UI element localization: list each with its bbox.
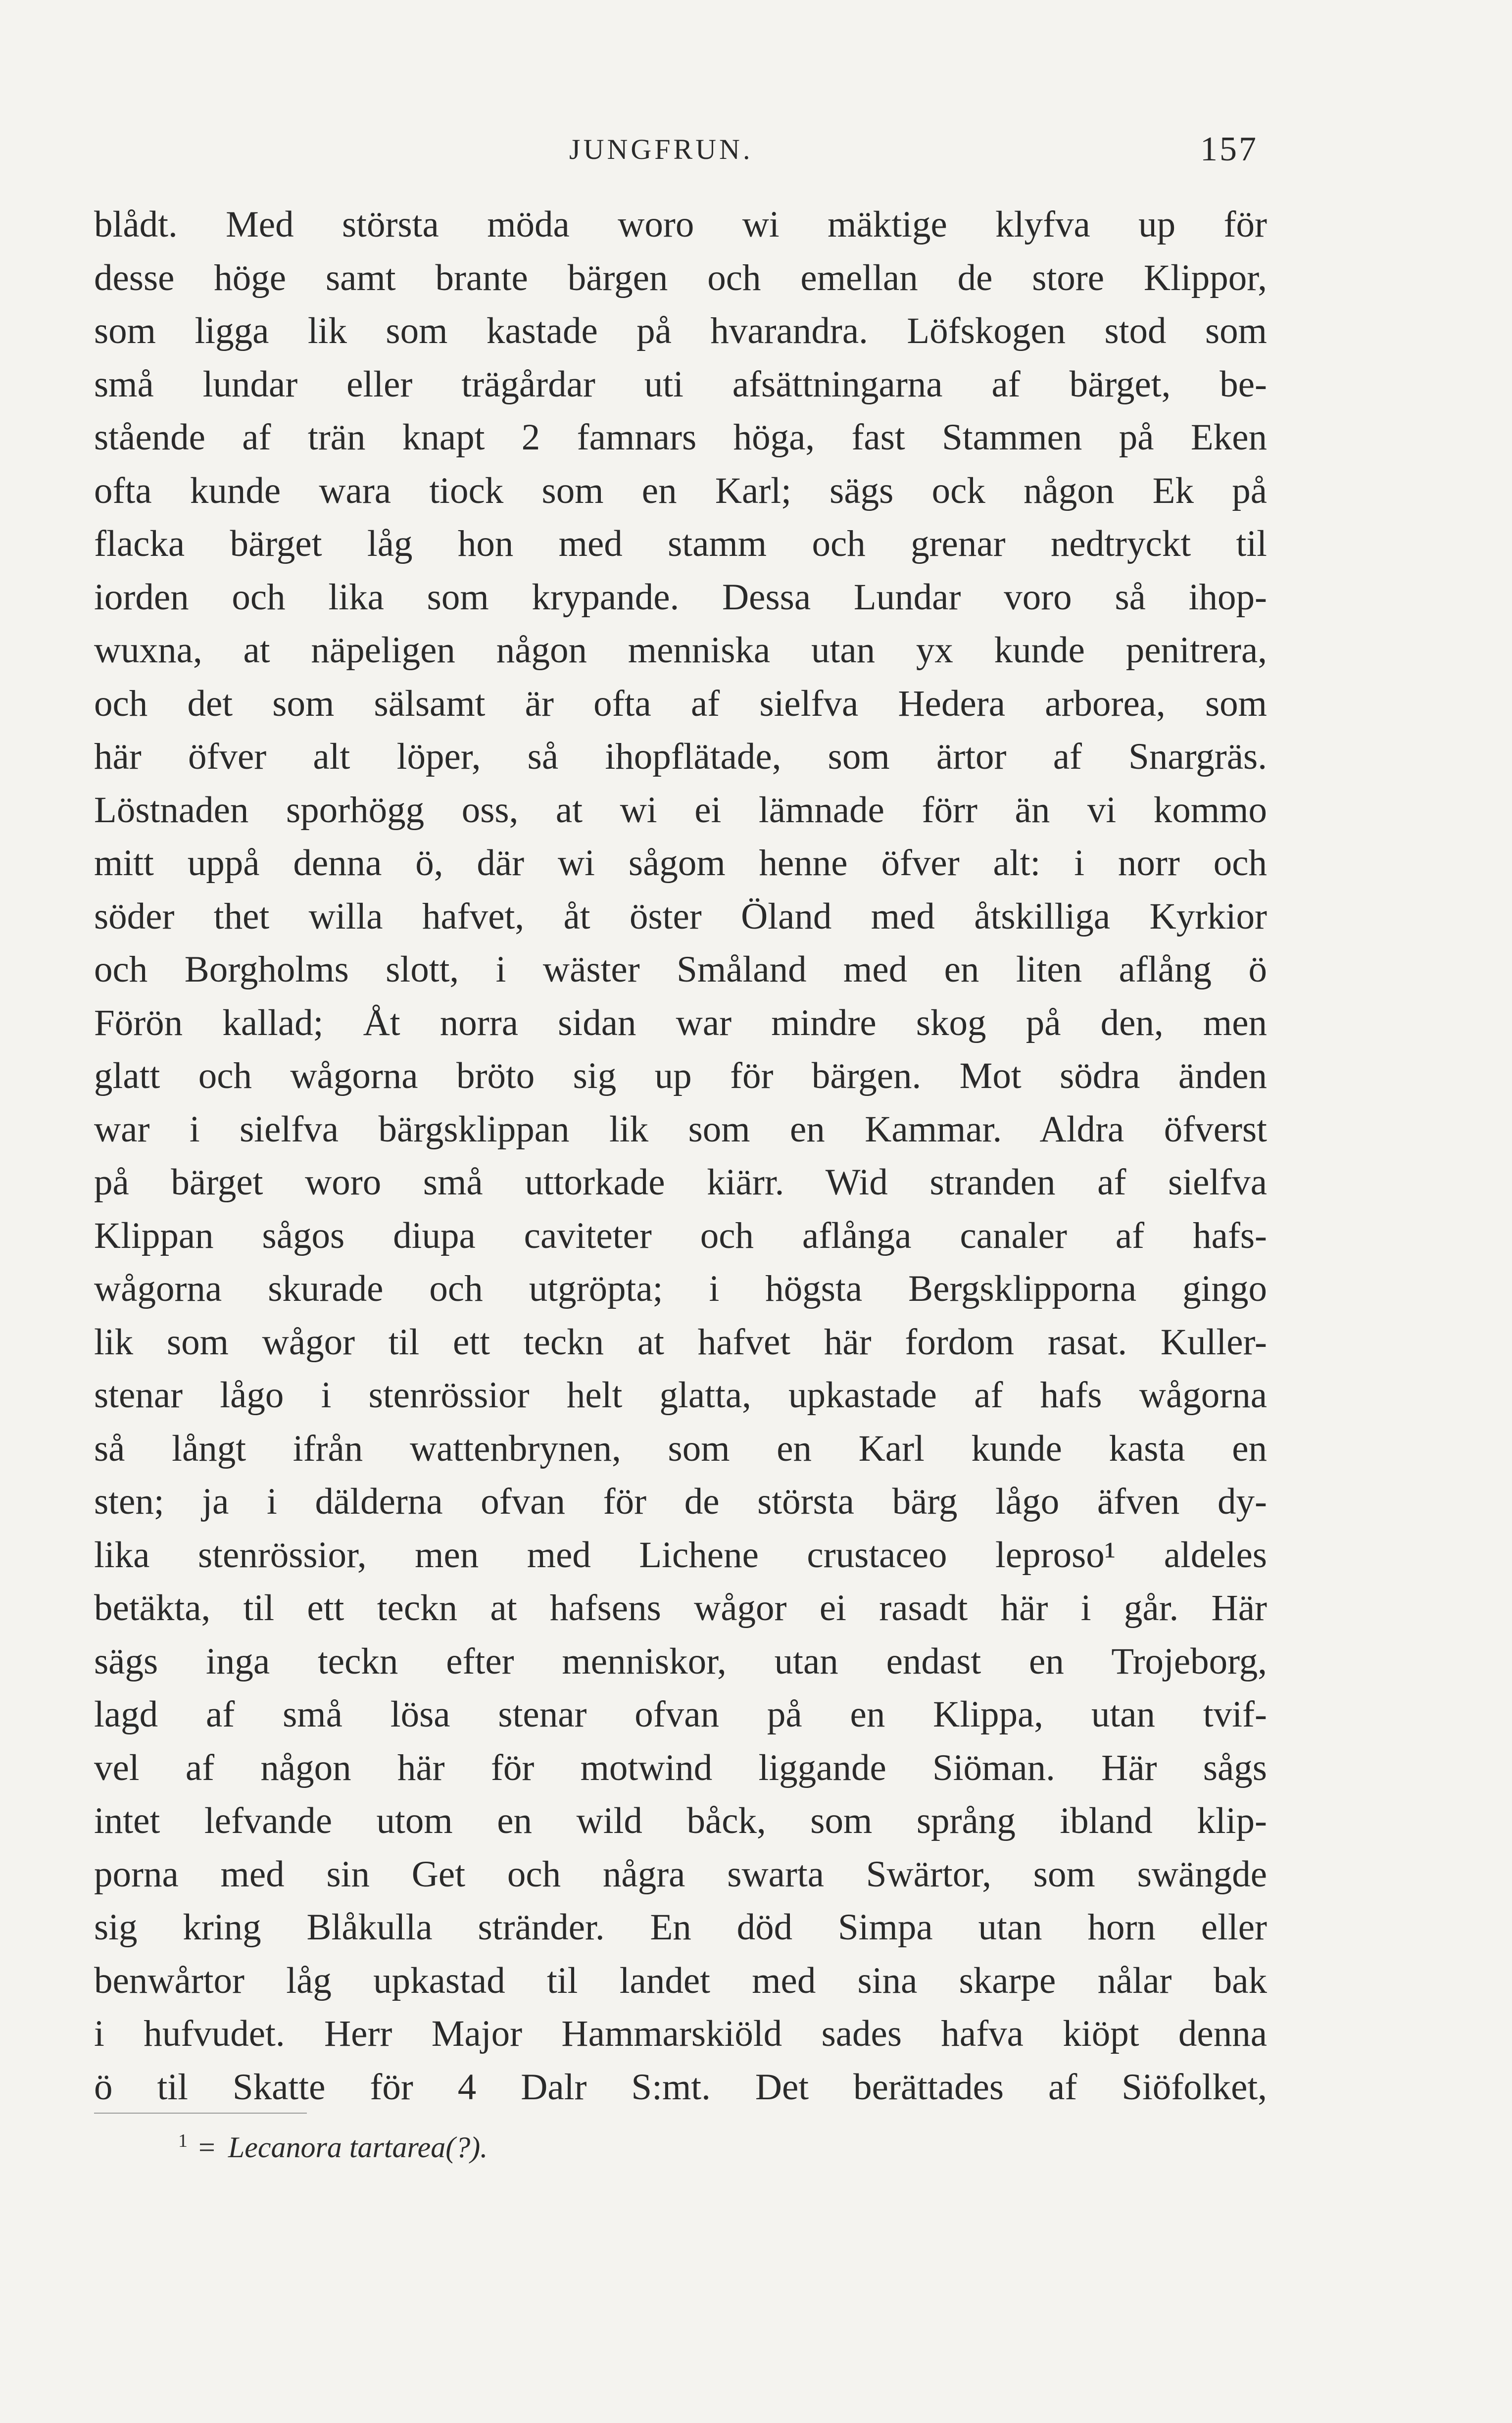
text-line: så långt ifrån wattenbrynen, som en Karl kunde kasta en: [94, 1428, 1267, 1469]
text-line: ofta kunde wara tiock som en Karl; sägs ock någon Ek på: [94, 470, 1267, 511]
text-line: mitt uppå denna ö, där wi sågom henne öfver alt: i norr och: [94, 842, 1267, 884]
text-line: desse höge samt brante bärgen och emellan de store Klippor,: [94, 257, 1267, 298]
text-line: stenar lågo i stenrössior helt glatta, upkastade af hafs wågorna: [94, 1375, 1267, 1416]
text-line: på bärget woro små uttorkade kiärr. Wid stranden af sielfva: [94, 1162, 1267, 1203]
footnote-divider: [94, 2113, 307, 2114]
text-line: blådt. Med största möda woro wi mäktige klyfva up för: [94, 204, 1267, 245]
text-line: betäkta, til ett teckn at hafsens wågor ei rasadt här i går. Här: [94, 1587, 1267, 1629]
text-line: lika stenrössior, men med Lichene crustaceo leproso¹ aldeles: [94, 1534, 1267, 1576]
text-line: som ligga lik som kastade på hvarandra. Löfskogen stod som: [94, 310, 1267, 351]
text-line: små lundar eller trägårdar uti afsättningarna af bärget, be-: [94, 363, 1267, 405]
text-line: benwårtor låg upkastad til landet med sina skarpe nålar bak: [94, 1960, 1267, 2001]
text-line: här öfver alt löper, så ihopflätade, som ärtor af Snargräs.: [94, 736, 1267, 777]
text-line: iorden och lika som krypande. Dessa Lundar voro så ihop-: [94, 576, 1267, 618]
footnote: [178, 2121, 488, 2167]
footnote-text: Lecanora tartarea(?).: [228, 2131, 488, 2164]
text-line: ö til Skatte för 4 Dalr S:mt. Det berättades af Siöfolket,: [94, 2066, 1267, 2108]
text-line: Klippan sågos diupa caviteter och aflånga canaler af hafs-: [94, 1215, 1267, 1256]
footnote-equals: =: [198, 2131, 215, 2164]
text-line: sten; ja i dälderna ofvan för de största bärg lågo äfven dy-: [94, 1481, 1267, 1522]
text-line: flacka bärget låg hon med stamm och grenar nedtryckt til: [94, 523, 1267, 564]
text-line: och det som sälsamt är ofta af sielfva Hedera arborea, som: [94, 683, 1267, 724]
text-line: Förön kallad; Åt norra sidan war mindre skog på den, men: [94, 1002, 1267, 1043]
footnote-marker: 1: [178, 2130, 188, 2151]
text-line: stående af trän knapt 2 famnars höga, fast Stammen på Eken: [94, 417, 1267, 458]
page-number: 157: [1200, 130, 1258, 168]
text-line: lagd af små lösa stenar ofvan på en Klippa, utan tvif-: [94, 1694, 1267, 1735]
text-line: glatt och wågorna bröto sig up för bärgen. Mot södra änden: [94, 1055, 1267, 1096]
text-line: i hufvudet. Herr Major Hammarskiöld sades hafva kiöpt denna: [94, 2013, 1267, 2054]
text-line: lik som wågor til ett teckn at hafvet här fordom rasat. Kuller-: [94, 1321, 1267, 1363]
text-line: intet lefvande utom en wild båck, som språng ibland klip-: [94, 1800, 1267, 1841]
text-line: war i sielfva bärgsklippan lik som en Kammar. Aldra öfverst: [94, 1108, 1267, 1150]
text-line: wågorna skurade och utgröpta; i högsta Bergsklipporna gingo: [94, 1268, 1267, 1309]
body-text: [94, 198, 1267, 2114]
text-line: porna med sin Get och några swarta Swärtor, som swängde: [94, 1853, 1267, 1895]
text-line: Löstnaden sporhögg oss, at wi ei lämnade förr än vi kommo: [94, 789, 1267, 831]
running-title: JUNGFRUN.: [569, 133, 753, 165]
text-line: sig kring Blåkulla stränder. En död Simpa utan horn eller: [94, 1907, 1267, 1948]
text-line: wuxna, at näpeligen någon menniska utan yx kunde penitrera,: [94, 630, 1267, 671]
text-line: vel af någon här för motwind liggande Siöman. Här sågs: [94, 1747, 1267, 1788]
text-line: och Borgholms slott, i wäster Småland med en liten aflång ö: [94, 949, 1267, 990]
text-line: söder thet willa hafvet, åt öster Öland med åtskilliga Kyrkior: [94, 895, 1267, 937]
text-line: sägs inga teckn efter menniskor, utan endast en Trojeborg,: [94, 1640, 1267, 1682]
